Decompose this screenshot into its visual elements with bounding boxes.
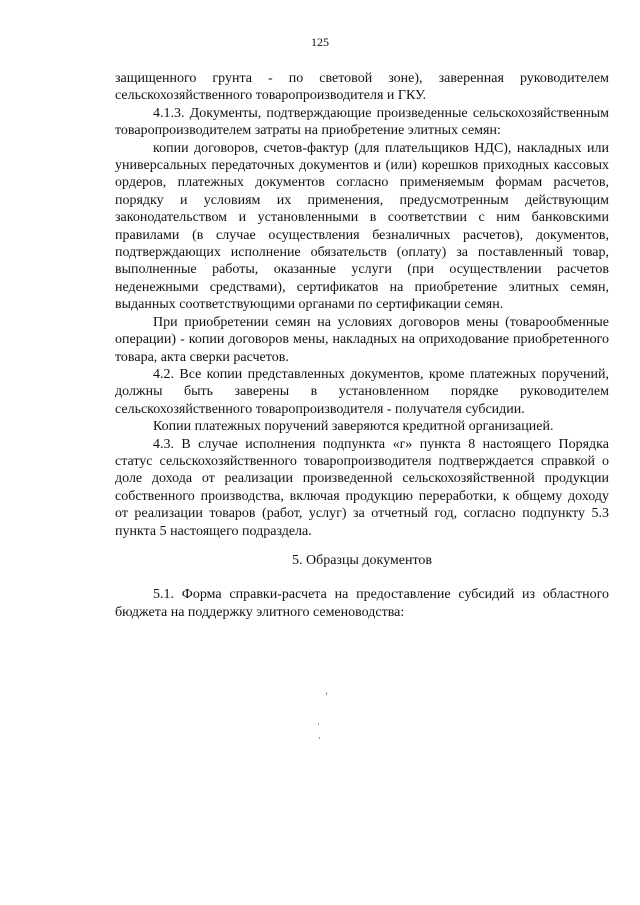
scan-artifact-mark (326, 692, 327, 695)
paragraph-document-copies: копии договоров, счетов-фактур (для плательщиков НДС), накладных или универсальных передаточных документов и (или) корешков приходных кассовых ордеров, платежных документов согласно применяемым формам расчетов, порядку и условиям их применения, предусмотренным действующим законодательством и установленными в соответствии с ним банковскими правилами (в случае осуществления безналичных расчетов), документов, подтверждающих исполнение обязательств (оплату) за поставленный товар, выполненные работы, оказанные услуги (при осуществлении расчетов неденежными средствами), сертификатов на приобретение элитных семян, выданных соответствующими органами по сертификации семян. (115, 140, 609, 313)
paragraph-4-2: 4.2. Все копии представленных документов, кроме платежных поручений, должны быть заверены в установленном порядке руководителем сельскохозяйственного товаропроизводителя - получателя субсидии. (115, 366, 609, 417)
paragraph-4-1-3: 4.1.3. Документы, подтверждающие произведенные сельскохозяйственным товаропроизводителем затраты на приобретение элитных семян: (115, 105, 609, 139)
scan-artifact-mark (318, 723, 319, 725)
paragraph-payment-orders: Копии платежных поручений заверяются кредитной организацией. (153, 419, 554, 435)
page-number: 125 (311, 35, 329, 49)
section-title: 5. Образцы документов (291, 552, 433, 568)
paragraph-barter: При приобретении семян на условиях договоров мены (товарообменные операции) - копии договоров мены, накладных на оприходование приобретенного товара, акта сверки расчетов. (115, 314, 609, 365)
paragraph-5-1: 5.1. Форма справки-расчета на предоставление субсидий из областного бюджета на поддержку элитного семеноводства: (115, 587, 609, 620)
paragraph-continuation: защищенного грунта - по световой зоне), заверенная руководителем сельскохозяйственного товаропроизводителя и ГКУ. (115, 71, 609, 104)
scan-artifact-mark (319, 737, 320, 739)
paragraph-4-3: 4.3. В случае исполнения подпункта «г» пункта 8 настоящего Порядка статус сельскохозяйственного товаропроизводителя подтверждается справкой о доле дохода от реализации произведенной сельскохозяйственной продукции собственного производства, включая продукцию переработки, к общему доходу от реализации товаров (работ, услуг) за отчетный год, согласно подпункту 5.3 пункта 5 настоящего подраздела. (115, 436, 609, 539)
document-body (115, 70, 609, 621)
